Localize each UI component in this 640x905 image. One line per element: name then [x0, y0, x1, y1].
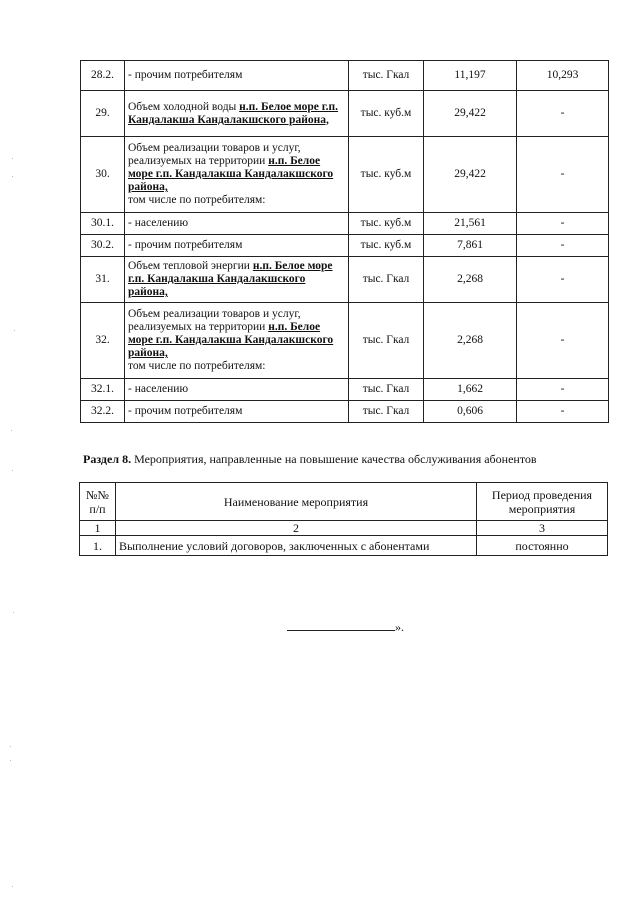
row-description: - прочим потребителям	[125, 61, 349, 91]
scan-speck	[14, 330, 15, 331]
table-row	[81, 401, 609, 423]
table-row	[81, 235, 609, 257]
row-number: 32.1.	[81, 379, 125, 401]
row-unit: тыс. Гкал	[349, 257, 424, 303]
table-row	[80, 536, 608, 556]
row-value-2: -	[517, 137, 609, 213]
scan-speck	[10, 746, 11, 747]
row-value-1: 11,197	[424, 61, 517, 91]
row-description: - прочим потребителям	[125, 401, 349, 423]
row-value-1: 2,268	[424, 257, 517, 303]
row-value-1: 7,861	[424, 235, 517, 257]
header-row	[80, 483, 608, 521]
table-row	[81, 303, 609, 379]
column-header-period: Период проведения мероприятия	[477, 483, 608, 521]
row-value-1: 2,268	[424, 303, 517, 379]
description-text: Объем тепловой энергии	[128, 260, 253, 272]
scan-speck	[12, 470, 13, 471]
activities-table	[79, 482, 608, 556]
section-title-text: Мероприятия, направленные на повышение качества обслуживания абонентов	[134, 452, 537, 466]
scan-speck	[10, 760, 11, 761]
row-unit: тыс. куб.м	[349, 91, 424, 137]
column-index: 2	[116, 521, 477, 536]
locality-name: н.п. Белое море г.п. Кандалакша Кандалакшского района,	[128, 321, 334, 359]
row-value-2: 10,293	[517, 61, 609, 91]
description-text: Объем реализации товаров и услуг, реализуемых на территории	[128, 142, 301, 167]
table-row	[81, 91, 609, 137]
row-unit: тыс. куб.м	[349, 137, 424, 213]
row-number: 28.2.	[81, 61, 125, 91]
row-value-2: -	[517, 213, 609, 235]
locality-name: н.п. Белое море г.п. Кандалакша Кандалакшского района,	[128, 155, 334, 193]
row-unit: тыс. Гкал	[349, 61, 424, 91]
row-value-1: 21,561	[424, 213, 517, 235]
table-row	[81, 213, 609, 235]
row-number: 32.	[81, 303, 125, 379]
row-description: - населению	[125, 213, 349, 235]
table-row	[81, 61, 609, 91]
row-value-2: -	[517, 401, 609, 423]
row-value-1: 1,662	[424, 379, 517, 401]
table-row	[81, 379, 609, 401]
row-description: - населению	[125, 379, 349, 401]
closing-line	[287, 620, 404, 635]
table-row	[81, 257, 609, 303]
scan-speck	[13, 612, 14, 613]
row-value-2: -	[517, 235, 609, 257]
row-unit: тыс. Гкал	[349, 303, 424, 379]
row-description	[125, 303, 349, 379]
row-unit: тыс. куб.м	[349, 213, 424, 235]
table-row	[81, 137, 609, 213]
locality-name: н.п. Белое море г.п. Кандалакша Кандалакшского района,	[128, 100, 339, 126]
row-description	[125, 91, 349, 137]
row-value-2: -	[517, 257, 609, 303]
description-text: Объем реализации товаров и услуг, реализуемых на территории	[128, 308, 301, 333]
row-number: 30.2.	[81, 235, 125, 257]
scan-speck	[12, 886, 13, 887]
row-value-1: 0,606	[424, 401, 517, 423]
row-value-1: 29,422	[424, 91, 517, 137]
description-suffix: том числе по потребителям:	[128, 194, 266, 206]
row-description: - прочим потребителям	[125, 235, 349, 257]
activity-name: Выполнение условий договоров, заключенных с абонентами	[116, 536, 477, 556]
column-header-name: Наименование мероприятия	[116, 483, 477, 521]
locality-name: н.п. Белое море г.п. Кандалакша Кандалакшского района,	[128, 260, 333, 298]
row-value-2: -	[517, 379, 609, 401]
section-label: Раздел 8.	[83, 452, 132, 466]
activity-number: 1.	[80, 536, 116, 556]
row-unit: тыс. Гкал	[349, 401, 424, 423]
blank-line	[287, 620, 395, 631]
description-suffix: том числе по потребителям:	[128, 360, 266, 372]
description-text: Объем холодной воды	[128, 100, 240, 113]
row-value-1: 29,422	[424, 137, 517, 213]
row-number: 30.1.	[81, 213, 125, 235]
scan-speck	[12, 158, 13, 159]
row-number: 32.2.	[81, 401, 125, 423]
row-value-2: -	[517, 303, 609, 379]
section-heading	[83, 452, 537, 467]
activity-period: постоянно	[477, 536, 608, 556]
row-unit: тыс. куб.м	[349, 235, 424, 257]
column-header-number: №№ п/п	[80, 483, 116, 521]
scan-speck	[12, 176, 13, 177]
indicators-table	[80, 60, 609, 423]
column-index: 1	[80, 521, 116, 536]
row-description	[125, 257, 349, 303]
column-index-row	[80, 521, 608, 536]
scan-speck	[11, 430, 12, 431]
column-index: 3	[477, 521, 608, 536]
row-number: 31.	[81, 257, 125, 303]
row-value-2: -	[517, 91, 609, 137]
row-number: 30.	[81, 137, 125, 213]
row-unit: тыс. Гкал	[349, 379, 424, 401]
closing-quote: ».	[395, 620, 404, 634]
row-description	[125, 137, 349, 213]
row-number: 29.	[81, 91, 125, 137]
